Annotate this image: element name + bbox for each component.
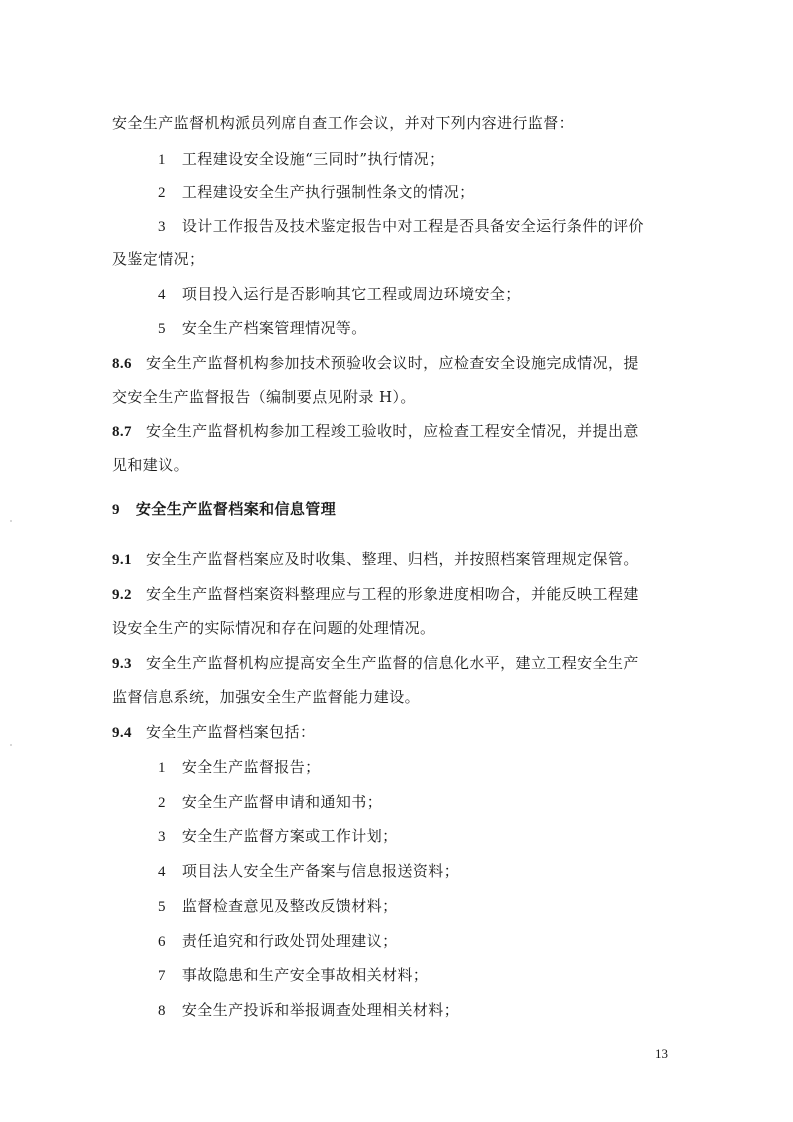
clause-text: 安全生产监督机构应提高安全生产监督的信息化水平，建立工程安全生产 — [145, 654, 639, 672]
list-item-text: 项目投入运行是否影响其它工程或周边环境安全； — [181, 285, 521, 303]
list-item-number: 4 — [158, 287, 166, 303]
list-item-text: 工程建设安全设施“三同时”执行情况； — [181, 150, 445, 168]
list-item — [158, 860, 459, 883]
list-item — [158, 148, 444, 171]
list-item-number: 5 — [158, 321, 166, 337]
list-item — [158, 964, 428, 987]
list-item-number: 8 — [158, 1003, 166, 1019]
list-item-text: 设计工作报告及技术鉴定报告中对工程是否具备安全运行条件的评价 — [181, 217, 644, 235]
list-item-text: 项目法人安全生产备案与信息报送资料； — [181, 862, 460, 880]
section-title: 安全生产监督档案和信息管理 — [135, 500, 337, 518]
clause-number: 9.3 — [112, 656, 132, 672]
list-item — [158, 215, 644, 238]
scan-speck — [10, 520, 12, 522]
clause-text: 安全生产监督档案资料整理应与工程的形象进度相吻合，并能反映工程建 — [145, 585, 639, 603]
list-item-number: 3 — [158, 219, 166, 235]
list-item-number: 1 — [158, 152, 166, 168]
clause-8-6 — [112, 352, 639, 375]
list-item-number: 1 — [158, 760, 166, 776]
list-item — [158, 825, 398, 848]
page-number: 13 — [655, 1046, 668, 1061]
clause-9-3-continuation: 监督信息系统，加强安全生产监督能力建设。 — [112, 688, 421, 706]
list-item-text: 监督检查意见及整改反馈材料； — [181, 897, 398, 915]
list-item — [158, 317, 367, 340]
list-item-text: 责任追究和行政处罚处理建议； — [181, 932, 398, 950]
intro-paragraph: 安全生产监督机构派员列席自查工作会议，并对下列内容进行监督： — [112, 114, 575, 132]
list-item-text: 安全生产监督申请和通知书； — [181, 793, 383, 811]
section-number: 9 — [112, 502, 120, 518]
clause-9-2-continuation: 设安全生产的实际情况和存在问题的处理情况。 — [112, 619, 436, 637]
section-heading — [112, 498, 336, 521]
list-item-text: 工程建设安全生产执行强制性条文的情况； — [181, 183, 475, 201]
list-item-number: 7 — [158, 968, 166, 984]
list-item-text: 事故隐患和生产安全事故相关材料； — [181, 966, 429, 984]
clause-8-6-continuation: 交安全生产监督报告（编制要点见附录 H）。 — [112, 388, 416, 406]
clause-9-1 — [112, 548, 639, 571]
scan-speck — [10, 744, 12, 746]
list-item — [158, 181, 475, 204]
clause-text: 安全生产监督档案包括： — [145, 723, 316, 741]
list-item-number: 3 — [158, 829, 166, 845]
clause-number: 8.7 — [112, 424, 132, 440]
clause-number: 8.6 — [112, 356, 132, 372]
list-item — [158, 791, 382, 814]
clause-number: 9.2 — [112, 587, 132, 603]
clause-8-7 — [112, 420, 639, 443]
clause-9-4 — [112, 721, 315, 744]
list-item — [158, 756, 321, 779]
list-item — [158, 895, 398, 918]
clause-number: 9.1 — [112, 552, 132, 568]
clause-8-7-continuation: 见和建议。 — [112, 456, 190, 474]
list-item-number: 4 — [158, 864, 166, 880]
clause-number: 9.4 — [112, 725, 132, 741]
list-item — [158, 999, 459, 1022]
clause-text: 安全生产监督机构参加技术预验收会议时，应检查安全设施完成情况，提 — [145, 354, 639, 372]
list-item — [158, 930, 398, 953]
list-item — [158, 283, 521, 306]
list-item-continuation: 及鉴定情况； — [112, 250, 205, 268]
list-item-number: 2 — [158, 795, 166, 811]
clause-text: 安全生产监督机构参加工程竣工验收时，应检查工程安全情况，并提出意 — [145, 422, 639, 440]
clause-text: 安全生产监督档案应及时收集、整理、归档，并按照档案管理规定保管。 — [145, 550, 639, 568]
list-item-number: 2 — [158, 185, 166, 201]
list-item-text: 安全生产监督方案或工作计划； — [181, 827, 398, 845]
list-item-number: 6 — [158, 934, 166, 950]
clause-9-2 — [112, 583, 639, 606]
list-item-text: 安全生产档案管理情况等。 — [181, 319, 367, 337]
list-item-text: 安全生产监督报告； — [181, 758, 321, 776]
list-item-number: 5 — [158, 899, 166, 915]
list-item-text: 安全生产投诉和举报调查处理相关材料； — [181, 1001, 460, 1019]
clause-9-3 — [112, 652, 639, 675]
